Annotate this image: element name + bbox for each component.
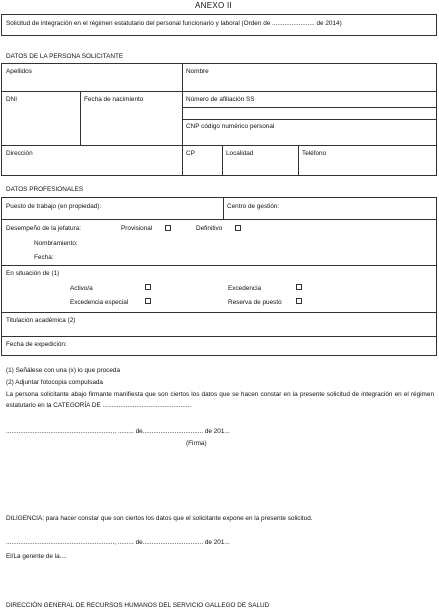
- provisional-label: Provisional: [121, 225, 153, 232]
- signature-date-line: ............................................................., ......... de.................................. de 201...: [6, 428, 230, 435]
- localidad-label: Localidad: [226, 150, 254, 157]
- request-line: Solicitud de integración en el régimen estatutario del personal funcionario y laboral (Orden de ........................ de 2014): [6, 20, 342, 27]
- diligencia-text: DILIGENCIA: para hacer constar que son ciertos los datos que el solicitante expone en la presente solicitud.: [6, 515, 313, 522]
- direccion-label: Dirección: [6, 150, 33, 157]
- centro-label: Centro de gestión:: [227, 203, 280, 210]
- excedencia-especial-checkbox[interactable]: [145, 298, 151, 304]
- fecha-label: Fecha:: [34, 254, 54, 261]
- professional-data-grid: [1, 197, 437, 356]
- nombramiento-label: Nombramiento:: [34, 240, 78, 247]
- titulacion-label: Titulación académica (2): [6, 317, 76, 324]
- annex-title: ANEXO II: [195, 1, 233, 10]
- fecha-expedicion-label: Fecha de expedición:: [6, 341, 67, 348]
- nombre-label: Nombre: [186, 68, 209, 75]
- dni-label: DNI: [6, 96, 18, 103]
- cp-label: CP: [186, 150, 195, 157]
- apellidos-label: Apellidos: [6, 68, 32, 75]
- excedencia-checkbox[interactable]: [296, 284, 302, 290]
- telefono-label: Teléfono: [302, 150, 327, 157]
- professional-section-heading: DATOS PROFESIONALES: [6, 186, 84, 193]
- excedencia-label: Excedencia: [228, 285, 262, 292]
- note-2: (2) Adjuntar fotocopia compulsada: [6, 379, 103, 386]
- excedencia-especial-label: Excedencia especial: [70, 299, 129, 306]
- numero-afiliacion-label: Número de afiliación SS: [186, 96, 255, 103]
- firma-label: (Firma): [186, 440, 207, 447]
- cnp-label: CNP código numérico personal: [186, 123, 275, 130]
- definitivo-label: Definitivo: [196, 225, 223, 232]
- reserva-label: Reserva de puesto: [228, 299, 282, 306]
- diligencia-date-line: ............................................................., ......... de.................................. de 201...: [6, 539, 230, 546]
- definitivo-checkbox[interactable]: [235, 225, 241, 231]
- puesto-label: Puesto de trabajo (en propiedad):: [6, 203, 102, 210]
- reserva-checkbox[interactable]: [296, 298, 302, 304]
- note-1: (1) Señálese con una (x) lo que proceda: [6, 367, 121, 374]
- provisional-checkbox[interactable]: [165, 225, 171, 231]
- personal-section-heading: DATOS DE LA PERSONA SOLICITANTE: [6, 53, 124, 60]
- activo-label: Activo/a: [70, 285, 93, 292]
- situacion-label: En situación de (1): [6, 270, 60, 277]
- fecha-nacimiento-label: Fecha de nacimiento: [84, 96, 144, 103]
- gerente-line: El/La gerente de la....: [6, 553, 67, 560]
- activo-checkbox[interactable]: [145, 284, 151, 290]
- desempeno-label: Desempeño de la jefatura:: [6, 225, 81, 232]
- statement-text: La persona solicitante abajo firmante manifiesta que son ciertos los datos que se hacen constar en la presente solicitud de integración en el régimen estatutario en la CATEGORÍA DE ..................................................: [6, 391, 434, 409]
- footer-text: DIRECCIÓN GENERAL DE RECURSOS HUMANOS DEL SERVICIO GALLEGO DE SALUD: [6, 602, 270, 609]
